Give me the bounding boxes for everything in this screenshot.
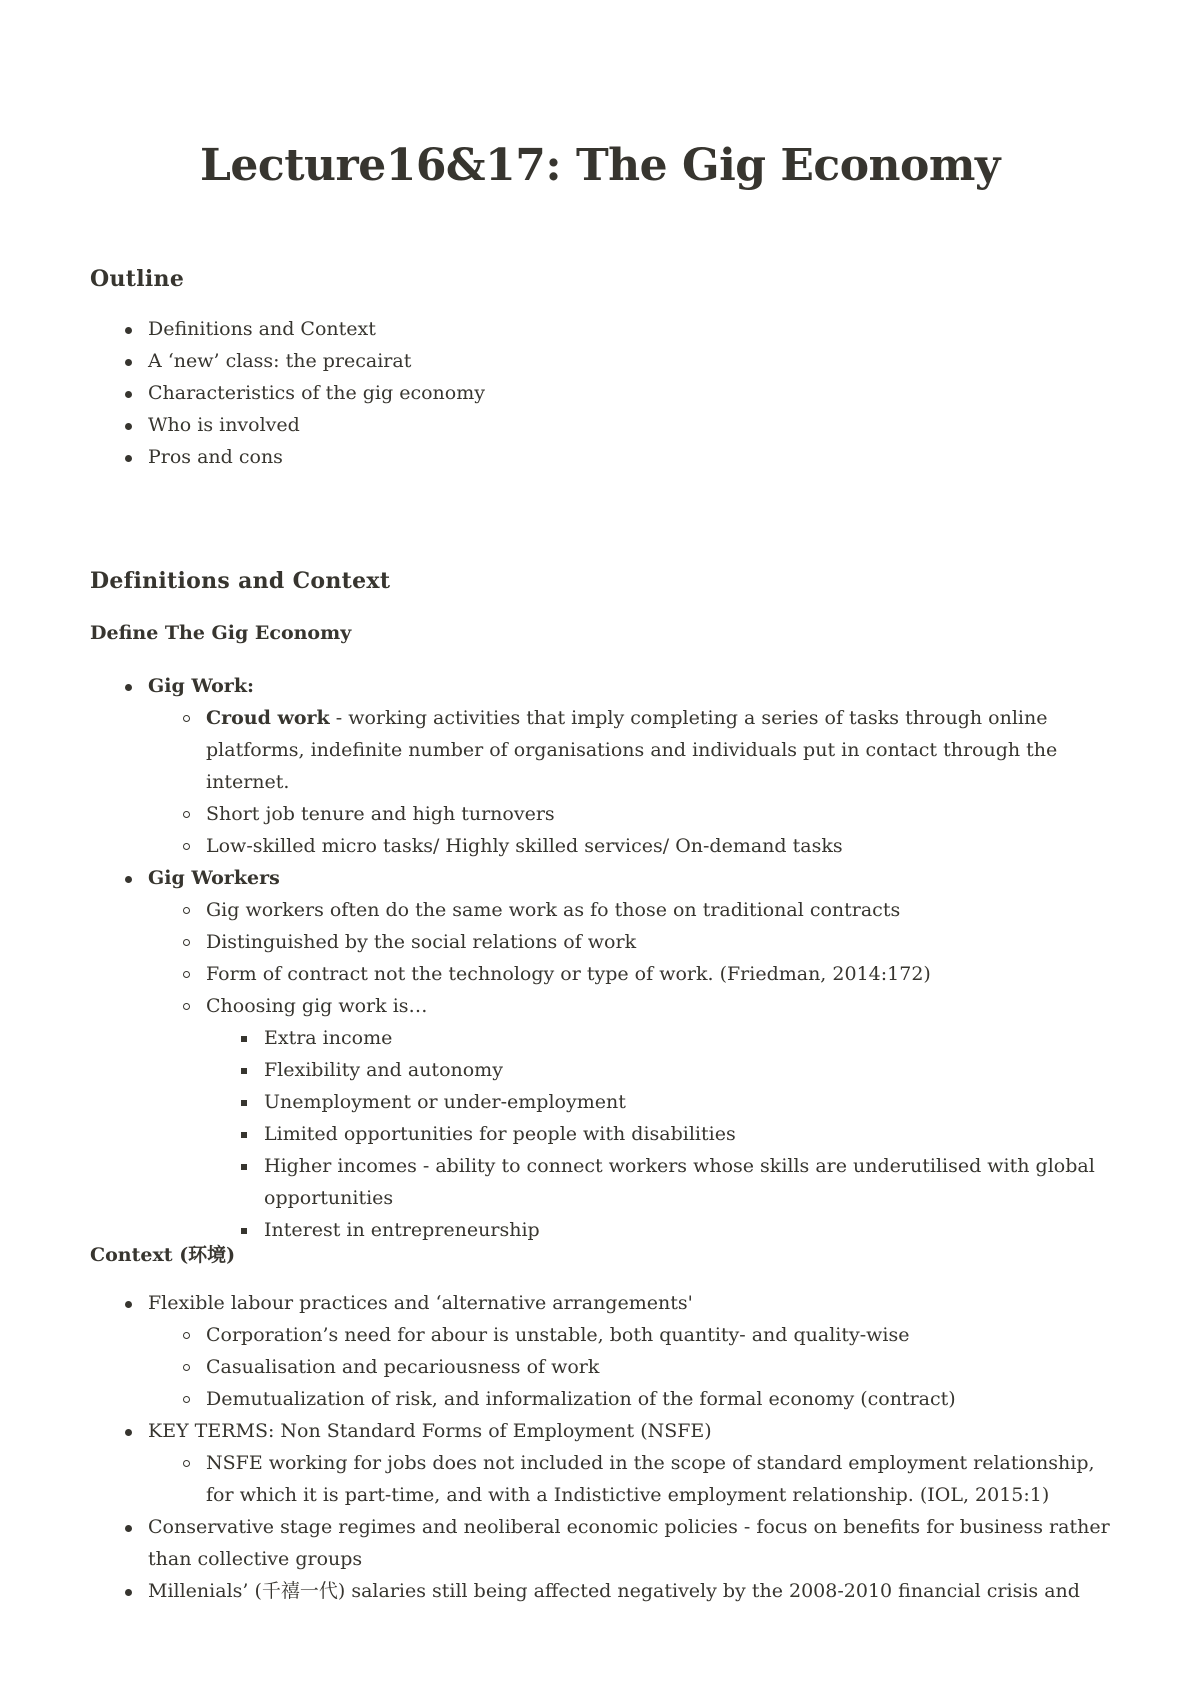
list-item: Gig Workers Gig workers often do the same work as fo those on traditional contracts Distinguished by the social relations of work Form of contract not the technology or type of work. (Friedman, 2014:172) Choosing gig work is… Extra income Flexibility and autonomy Unemployment or under-employment Limited opportunities for people with disabilities Higher incomes - ability to connect workers whose skills are underutilised with global opportunities Interest in entrepreneurship — [90, 862, 1110, 1246]
bullet-icon — [183, 715, 190, 722]
gig-work-sublist — [148, 702, 1110, 862]
bullet-icon — [183, 971, 190, 978]
list-item: Form of contract not the technology or type of work. (Friedman, 2014:172) — [148, 958, 1110, 990]
flexible-sublist — [148, 1319, 1110, 1415]
list-item: Casualisation and pecariousness of work — [148, 1351, 1110, 1383]
list-item: Limited opportunities for people with disabilities — [206, 1118, 1110, 1150]
list-item: Definitions and Context — [90, 313, 1110, 345]
context-list — [90, 1287, 1110, 1607]
bullet-icon — [125, 684, 132, 691]
list-item: Gig workers often do the same work as fo those on traditional contracts — [148, 894, 1110, 926]
bullet-icon — [125, 1429, 132, 1436]
gig-workers-sublist — [148, 894, 1110, 1246]
key-terms-sublist — [148, 1447, 1110, 1511]
list-item: Gig Work: Croud work - working activities that imply completing a series of tasks through online platforms, indefinite number of organisations and individuals put in contact through the internet. Short job tenure and high turnovers Low-skilled micro tasks/ Highly skilled services/ On-demand tasks — [90, 670, 1110, 862]
context-heading: Context (环境) — [90, 1244, 236, 1266]
bullet-icon — [241, 1068, 247, 1074]
bullet-icon — [125, 327, 132, 334]
list-item: Flexibility and autonomy — [206, 1054, 1110, 1086]
list-item: Pros and cons — [90, 441, 1110, 473]
outline-list — [90, 313, 1110, 473]
list-item: Interest in entrepreneurship — [206, 1214, 1110, 1246]
list-item: Unemployment or under-employment — [206, 1086, 1110, 1118]
definitions-list — [90, 670, 1110, 1246]
bullet-icon — [241, 1036, 247, 1042]
bullet-icon — [183, 1396, 190, 1403]
bullet-icon — [125, 1301, 132, 1308]
bullet-icon — [125, 455, 132, 462]
bullet-icon — [125, 423, 132, 430]
bullet-icon — [183, 1460, 190, 1467]
outline-heading: Outline — [90, 266, 185, 292]
list-item: Croud work - working activities that imply completing a series of tasks through online platforms, indefinite number of organisations and individuals put in contact through the internet. — [148, 702, 1110, 798]
bullet-icon — [183, 1003, 190, 1010]
bullet-icon — [183, 1332, 190, 1339]
bullet-icon — [241, 1100, 247, 1106]
list-item: Higher incomes - ability to connect workers whose skills are underutilised with global opportunities — [206, 1150, 1110, 1214]
definitions-heading: Definitions and Context — [90, 568, 391, 594]
list-item: Who is involved — [90, 409, 1110, 441]
bullet-icon — [183, 1364, 190, 1371]
bullet-icon — [125, 391, 132, 398]
bullet-icon — [241, 1228, 247, 1234]
list-item: Flexible labour practices and ‘alternative arrangements' Corporation’s need for abour is unstable, both quantity- and quality-wise Casualisation and pecariousness of work Demutualization of risk, and informalization of the formal economy (contract) — [90, 1287, 1110, 1415]
list-item: Distinguished by the social relations of work — [148, 926, 1110, 958]
bullet-icon — [241, 1132, 247, 1138]
list-item: A ‘new’ class: the precairat — [90, 345, 1110, 377]
bullet-icon — [125, 359, 132, 366]
define-subheading: Define The Gig Economy — [90, 622, 352, 644]
list-item: KEY TERMS: Non Standard Forms of Employment (NSFE) NSFE working for jobs does not included in the scope of standard employment relationship, for which it is part-time, and with a Indistictive employment relationship. (IOL, 2015:1) — [90, 1415, 1110, 1511]
choosing-sublist — [206, 1022, 1110, 1246]
list-item: Characteristics of the gig economy — [90, 377, 1110, 409]
list-item: Corporation’s need for abour is unstable, both quantity- and quality-wise — [148, 1319, 1110, 1351]
list-item: Short job tenure and high turnovers — [148, 798, 1110, 830]
bullet-icon — [183, 811, 190, 818]
list-item: Conservative stage regimes and neoliberal economic policies - focus on benefits for business rather than collective groups — [90, 1511, 1110, 1575]
list-item: Low-skilled micro tasks/ Highly skilled services/ On-demand tasks — [148, 830, 1110, 862]
list-item: NSFE working for jobs does not included in the scope of standard employment relationship, for which it is part-time, and with a Indistictive employment relationship. (IOL, 2015:1) — [148, 1447, 1110, 1511]
bullet-icon — [241, 1164, 247, 1170]
page-title: Lecture16&17: The Gig Economy — [199, 140, 1000, 191]
list-item: Choosing gig work is… Extra income Flexibility and autonomy Unemployment or under-employment Limited opportunities for people with disabilities Higher incomes - ability to connect workers whose skills are underutilised with global opportunities Interest in entrepreneurship — [148, 990, 1110, 1246]
bullet-icon — [183, 939, 190, 946]
list-item: Millenials’ (千禧一代) salaries still being affected negatively by the 2008-2010 financial crisis and — [90, 1575, 1110, 1607]
bullet-icon — [125, 1589, 132, 1596]
bullet-icon — [183, 843, 190, 850]
bullet-icon — [125, 876, 132, 883]
bullet-icon — [125, 1525, 132, 1532]
list-item: Demutualization of risk, and informalization of the formal economy (contract) — [148, 1383, 1110, 1415]
list-item: Extra income — [206, 1022, 1110, 1054]
bullet-icon — [183, 907, 190, 914]
